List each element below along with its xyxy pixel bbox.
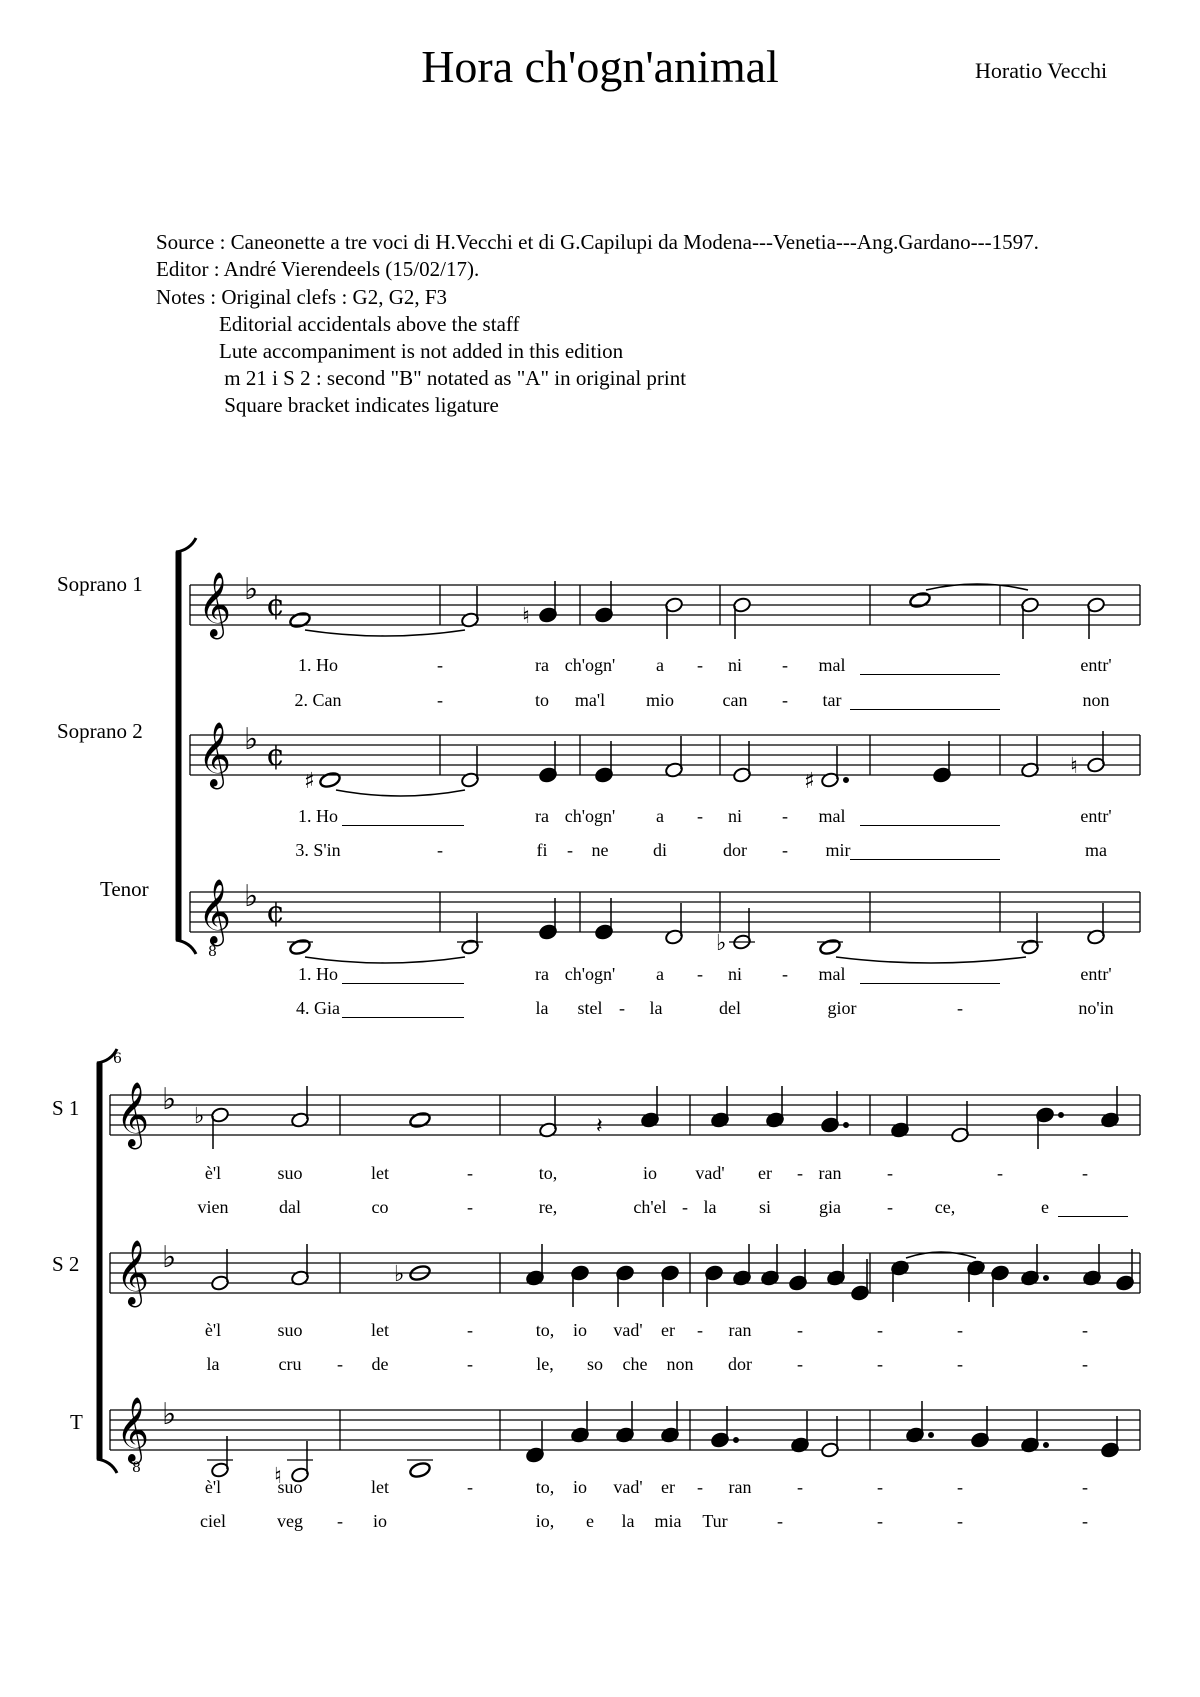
lyric-syllable: to, bbox=[538, 1163, 558, 1183]
lyric-syllable: ra bbox=[535, 806, 549, 826]
lyric-syllable: ran bbox=[728, 1320, 752, 1340]
accidental: ♭ bbox=[394, 1262, 405, 1287]
lyric-extender bbox=[860, 983, 1000, 984]
lyric-syllable: - bbox=[437, 840, 443, 860]
dot bbox=[844, 778, 849, 783]
flat-key-signature: ♭ bbox=[244, 572, 259, 607]
lyric-syllable: - bbox=[437, 655, 443, 675]
lyric-syllable: è'l bbox=[204, 1320, 222, 1340]
lyric-syllable: - bbox=[697, 806, 703, 826]
treble-clef-icon: 𝄞 bbox=[198, 722, 232, 787]
lyric-syllable: a bbox=[656, 655, 664, 675]
lyric-syllable: er bbox=[661, 1320, 675, 1340]
lyric-syllable: - bbox=[877, 1477, 883, 1497]
lyric-syllable: to, bbox=[535, 1477, 555, 1497]
lyric-syllable: - bbox=[619, 998, 625, 1018]
lyric-syllable: - bbox=[1082, 1354, 1088, 1374]
lyric-syllable: io bbox=[572, 1477, 588, 1497]
lyric-syllable: co bbox=[371, 1197, 389, 1217]
lyric-syllable: 1. Ho bbox=[298, 655, 338, 675]
lyric-syllable: re, bbox=[538, 1197, 558, 1217]
lyric-syllable: vad' bbox=[613, 1320, 643, 1340]
lyric-syllable: e bbox=[1041, 1197, 1049, 1217]
lyric-syllable: - bbox=[337, 1354, 343, 1374]
lyric-syllable: io bbox=[572, 1320, 588, 1340]
lyric-syllable: mia bbox=[654, 1511, 682, 1531]
clefs bbox=[116, 572, 285, 1464]
tie bbox=[305, 957, 465, 963]
time-signature: ¢ bbox=[266, 738, 286, 773]
lyric-syllable: - bbox=[887, 1163, 893, 1183]
lyric-syllable: ni bbox=[727, 964, 743, 984]
lyric-syllable: ch'ogn' bbox=[564, 964, 616, 984]
lyric-extender bbox=[342, 825, 464, 826]
lyric-syllable: no'in bbox=[1078, 998, 1114, 1018]
tenor-octave-8-sys1: 8 bbox=[208, 944, 217, 960]
lyric-syllable: - bbox=[957, 1354, 963, 1374]
lyric-syllable: ra bbox=[535, 964, 549, 984]
flat-key-signature: ♭ bbox=[244, 879, 259, 914]
treble-clef-icon: 𝄞 bbox=[116, 1240, 150, 1305]
lyric-syllable: - bbox=[697, 1477, 703, 1497]
lyric-extender bbox=[342, 1017, 464, 1018]
lyric-syllable: - bbox=[1082, 1320, 1088, 1340]
flat-key-signature: ♭ bbox=[244, 722, 259, 757]
lyric-syllable: let bbox=[371, 1320, 389, 1340]
lyric-syllable: - bbox=[682, 1197, 688, 1217]
lyric-syllable: - bbox=[697, 655, 703, 675]
time-signature: ¢ bbox=[266, 895, 286, 930]
lyric-syllable: la bbox=[206, 1354, 220, 1374]
time-signature: ¢ bbox=[266, 588, 286, 623]
accidental: ♮ bbox=[1070, 754, 1078, 779]
treble-clef-icon: 𝄞 bbox=[116, 1082, 150, 1147]
lyric-syllable: let bbox=[371, 1163, 389, 1183]
lyric-syllable: ma bbox=[1085, 840, 1107, 860]
lyric-syllable: mal bbox=[818, 964, 846, 984]
lyric-syllable: - bbox=[1082, 1511, 1088, 1531]
flat-key-signature: ♭ bbox=[162, 1240, 177, 1275]
lyric-syllable: entr' bbox=[1080, 655, 1112, 675]
lyric-syllable: - bbox=[877, 1320, 883, 1340]
lyric-syllable: - bbox=[467, 1197, 473, 1217]
lyric-syllable: gia bbox=[819, 1197, 841, 1217]
lyric-syllable: cru bbox=[278, 1354, 302, 1374]
lyric-syllable: - bbox=[797, 1354, 803, 1374]
part-label-s2: S 2 bbox=[52, 1252, 80, 1276]
lyric-syllable: non bbox=[1082, 690, 1110, 710]
lyric-syllable: - bbox=[957, 1320, 963, 1340]
lyric-syllable: fi bbox=[536, 840, 548, 860]
lyric-syllable: ciel bbox=[200, 1511, 226, 1531]
lyric-syllable: ch'ogn' bbox=[564, 806, 616, 826]
lyric-syllable: - bbox=[877, 1354, 883, 1374]
lyric-syllable: dor bbox=[723, 840, 747, 860]
lyric-syllable: suo bbox=[277, 1477, 303, 1497]
lyric-syllable: 4. Gia bbox=[296, 998, 340, 1018]
lyric-syllable: - bbox=[782, 655, 788, 675]
lyric-syllable: - bbox=[782, 964, 788, 984]
lyric-syllable: - bbox=[697, 1320, 703, 1340]
lyric-syllable: vad' bbox=[695, 1163, 725, 1183]
lyric-syllable: dor bbox=[728, 1354, 752, 1374]
accidental: ♭ bbox=[194, 1104, 205, 1129]
lyric-syllable: - bbox=[777, 1511, 783, 1531]
lyric-syllable: di bbox=[652, 840, 668, 860]
lyric-syllable: gior bbox=[827, 998, 857, 1018]
part-label-soprano-2: Soprano 2 bbox=[57, 719, 143, 743]
lyric-syllable: e bbox=[586, 1511, 594, 1531]
bracket-cap-bottom bbox=[176, 940, 196, 954]
accidental: ♯ bbox=[304, 769, 315, 794]
tie bbox=[836, 957, 1026, 963]
lyric-syllable: ni bbox=[727, 655, 743, 675]
bracket-bar bbox=[97, 1063, 102, 1459]
tie bbox=[336, 790, 465, 796]
whole-note bbox=[819, 938, 842, 956]
lyric-syllable: - bbox=[467, 1320, 473, 1340]
lyric-syllable: let bbox=[371, 1477, 389, 1497]
lyric-extender bbox=[860, 674, 1000, 675]
lyric-syllable: a bbox=[656, 806, 664, 826]
lyric-syllable: a bbox=[656, 964, 664, 984]
lyric-syllable: - bbox=[467, 1477, 473, 1497]
bracket-cap-bottom bbox=[97, 1459, 117, 1473]
lyric-syllable: - bbox=[1082, 1163, 1088, 1183]
lyric-syllable: ch'el bbox=[633, 1197, 667, 1217]
lyric-syllable: suo bbox=[277, 1163, 303, 1183]
accidental: ♮ bbox=[274, 1464, 282, 1489]
lyric-syllable: ce, bbox=[934, 1197, 956, 1217]
whole-note bbox=[909, 591, 932, 609]
whole-note bbox=[409, 1461, 432, 1479]
lyric-syllable: - bbox=[782, 806, 788, 826]
lyric-syllable: le, bbox=[536, 1354, 554, 1374]
lyric-extender bbox=[850, 709, 1000, 710]
bracket-cap-top bbox=[176, 538, 196, 552]
lyric-syllable: ni bbox=[727, 806, 743, 826]
lyric-syllable: - bbox=[337, 1511, 343, 1531]
bracket-bar bbox=[176, 552, 181, 940]
part-label-soprano-1: Soprano 1 bbox=[57, 572, 143, 596]
lyric-syllable: - bbox=[797, 1477, 803, 1497]
tenor-octave-8-sys2: 8 bbox=[132, 1460, 141, 1476]
lyric-extender bbox=[342, 983, 464, 984]
dot bbox=[929, 1433, 934, 1438]
notes-line-1: Notes : Original clefs : G2, G2, F3 bbox=[156, 285, 448, 309]
whole-note bbox=[409, 1111, 432, 1129]
lyric-syllable: io bbox=[372, 1511, 388, 1531]
lyric-syllable: ma'l bbox=[574, 690, 606, 710]
lyric-syllable: la bbox=[535, 998, 549, 1018]
source-line: Source : Caneonette a tre voci di H.Vecchi et di G.Capilupi da Modena---Venetia---Ang.Gardano---1597. bbox=[156, 230, 1039, 254]
lyric-syllable: to bbox=[534, 690, 550, 710]
flat-key-signature: ♭ bbox=[162, 1082, 177, 1117]
lyric-syllable: che bbox=[622, 1354, 648, 1374]
lyric-syllable: mio bbox=[645, 690, 675, 710]
lyric-syllable: 1. Ho bbox=[298, 806, 338, 826]
flat-key-signature: ♭ bbox=[162, 1397, 177, 1432]
lyric-syllable: - bbox=[877, 1511, 883, 1531]
lyric-syllable: - bbox=[797, 1163, 803, 1183]
composer-name: Horatio Vecchi bbox=[975, 58, 1108, 83]
lyric-syllable: - bbox=[1082, 1477, 1088, 1497]
whole-note bbox=[289, 611, 312, 629]
lyric-syllable: si bbox=[758, 1197, 772, 1217]
lyric-syllable: er bbox=[758, 1163, 772, 1183]
treble-clef-icon: 𝄞 bbox=[116, 1397, 150, 1462]
lyric-syllable: de bbox=[371, 1354, 389, 1374]
lyric-syllable: mal bbox=[818, 806, 846, 826]
lyric-syllable: ra bbox=[535, 655, 549, 675]
lyric-syllable: entr' bbox=[1080, 964, 1112, 984]
lyric-syllable: - bbox=[957, 1511, 963, 1531]
dot bbox=[1044, 1276, 1049, 1281]
lyric-syllable: io, bbox=[535, 1511, 555, 1531]
lyric-syllable: ne bbox=[591, 840, 609, 860]
lyric-syllable: del bbox=[719, 998, 741, 1018]
dot bbox=[734, 1438, 739, 1443]
lyric-syllable: mal bbox=[818, 655, 846, 675]
lyric-syllable: so bbox=[586, 1354, 604, 1374]
lyric-syllable: la bbox=[649, 998, 663, 1018]
lyric-syllable: to, bbox=[535, 1320, 555, 1340]
lyric-syllable: la bbox=[703, 1197, 717, 1217]
whole-note bbox=[289, 938, 312, 956]
page-title: Hora ch'ogn'animal bbox=[421, 41, 779, 92]
notes-line-4: m 21 i S 2 : second "B" notated as "A" in original print bbox=[156, 366, 687, 390]
lyric-syllable: Tur bbox=[702, 1511, 728, 1531]
lyric-extender bbox=[1058, 1216, 1128, 1217]
part-label-t: T bbox=[70, 1410, 83, 1434]
lyric-syllable: entr' bbox=[1080, 806, 1112, 826]
notes-line-5: Square bracket indicates ligature bbox=[156, 393, 499, 417]
lyric-syllable: vad' bbox=[613, 1477, 643, 1497]
lyric-syllable: vien bbox=[197, 1197, 229, 1217]
lyric-syllable: - bbox=[697, 964, 703, 984]
treble-clef-icon: 𝄞 bbox=[198, 572, 232, 637]
lyric-syllable: - bbox=[437, 690, 443, 710]
lyric-syllable: - bbox=[797, 1320, 803, 1340]
accidental: ♯ bbox=[804, 769, 815, 794]
lyric-syllable: - bbox=[957, 998, 963, 1018]
dot bbox=[844, 1123, 849, 1128]
lyric-syllable: suo bbox=[277, 1320, 303, 1340]
lyric-syllable: - bbox=[887, 1197, 893, 1217]
lyric-extender bbox=[860, 825, 1000, 826]
part-label-s1: S 1 bbox=[52, 1096, 80, 1120]
accidental: ♭ bbox=[716, 931, 727, 956]
editor-line: Editor : André Vierendeels (15/02/17). bbox=[156, 257, 480, 281]
measure-number: 6 bbox=[113, 1051, 122, 1067]
lyric-syllable: mir bbox=[825, 840, 851, 860]
lyric-syllable: 3. S'in bbox=[295, 840, 341, 860]
lyric-syllable: - bbox=[997, 1163, 1003, 1183]
lyric-syllable: can bbox=[722, 690, 748, 710]
quarter-rest-icon: 𝄽 bbox=[596, 1114, 603, 1139]
accidental: ♮ bbox=[522, 604, 530, 629]
lyric-syllable: è'l bbox=[204, 1163, 222, 1183]
dot bbox=[1059, 1113, 1064, 1118]
notes bbox=[194, 581, 1135, 1489]
lyric-syllable: veg bbox=[277, 1511, 303, 1531]
lyric-syllable: ch'ogn' bbox=[564, 655, 616, 675]
system1-staves bbox=[190, 585, 1140, 932]
lyric-syllable: è'l bbox=[204, 1477, 222, 1497]
lyric-syllable: 2. Can bbox=[294, 690, 342, 710]
tie bbox=[305, 630, 465, 636]
notes-line-2: Editorial accidentals above the staff bbox=[156, 312, 520, 336]
system-brackets bbox=[97, 538, 196, 1473]
lyric-syllable: non bbox=[666, 1354, 694, 1374]
whole-note bbox=[319, 771, 342, 789]
lyric-syllable: ran bbox=[818, 1163, 842, 1183]
lyric-syllable: 1. Ho bbox=[298, 964, 338, 984]
lyric-syllable: - bbox=[567, 840, 573, 860]
dot bbox=[1044, 1443, 1049, 1448]
lyric-syllable: - bbox=[782, 690, 788, 710]
lyric-syllable: - bbox=[467, 1163, 473, 1183]
lyric-syllable: - bbox=[467, 1354, 473, 1374]
part-label-tenor: Tenor bbox=[100, 877, 149, 901]
lyric-syllable: dal bbox=[279, 1197, 301, 1217]
lyric-syllable: la bbox=[621, 1511, 635, 1531]
lyric-syllable: tar bbox=[822, 690, 842, 710]
lyric-syllable: stel bbox=[577, 998, 603, 1018]
lyric-syllable: io bbox=[642, 1163, 658, 1183]
lyric-extender bbox=[850, 859, 1000, 860]
lyric-syllable: ran bbox=[728, 1477, 752, 1497]
notes-line-3: Lute accompaniment is not added in this edition bbox=[156, 339, 624, 363]
lyric-syllable: - bbox=[782, 840, 788, 860]
lyric-syllable: er bbox=[661, 1477, 675, 1497]
lyric-syllable: - bbox=[957, 1477, 963, 1497]
treble-clef-icon: 𝄞 bbox=[198, 879, 232, 944]
